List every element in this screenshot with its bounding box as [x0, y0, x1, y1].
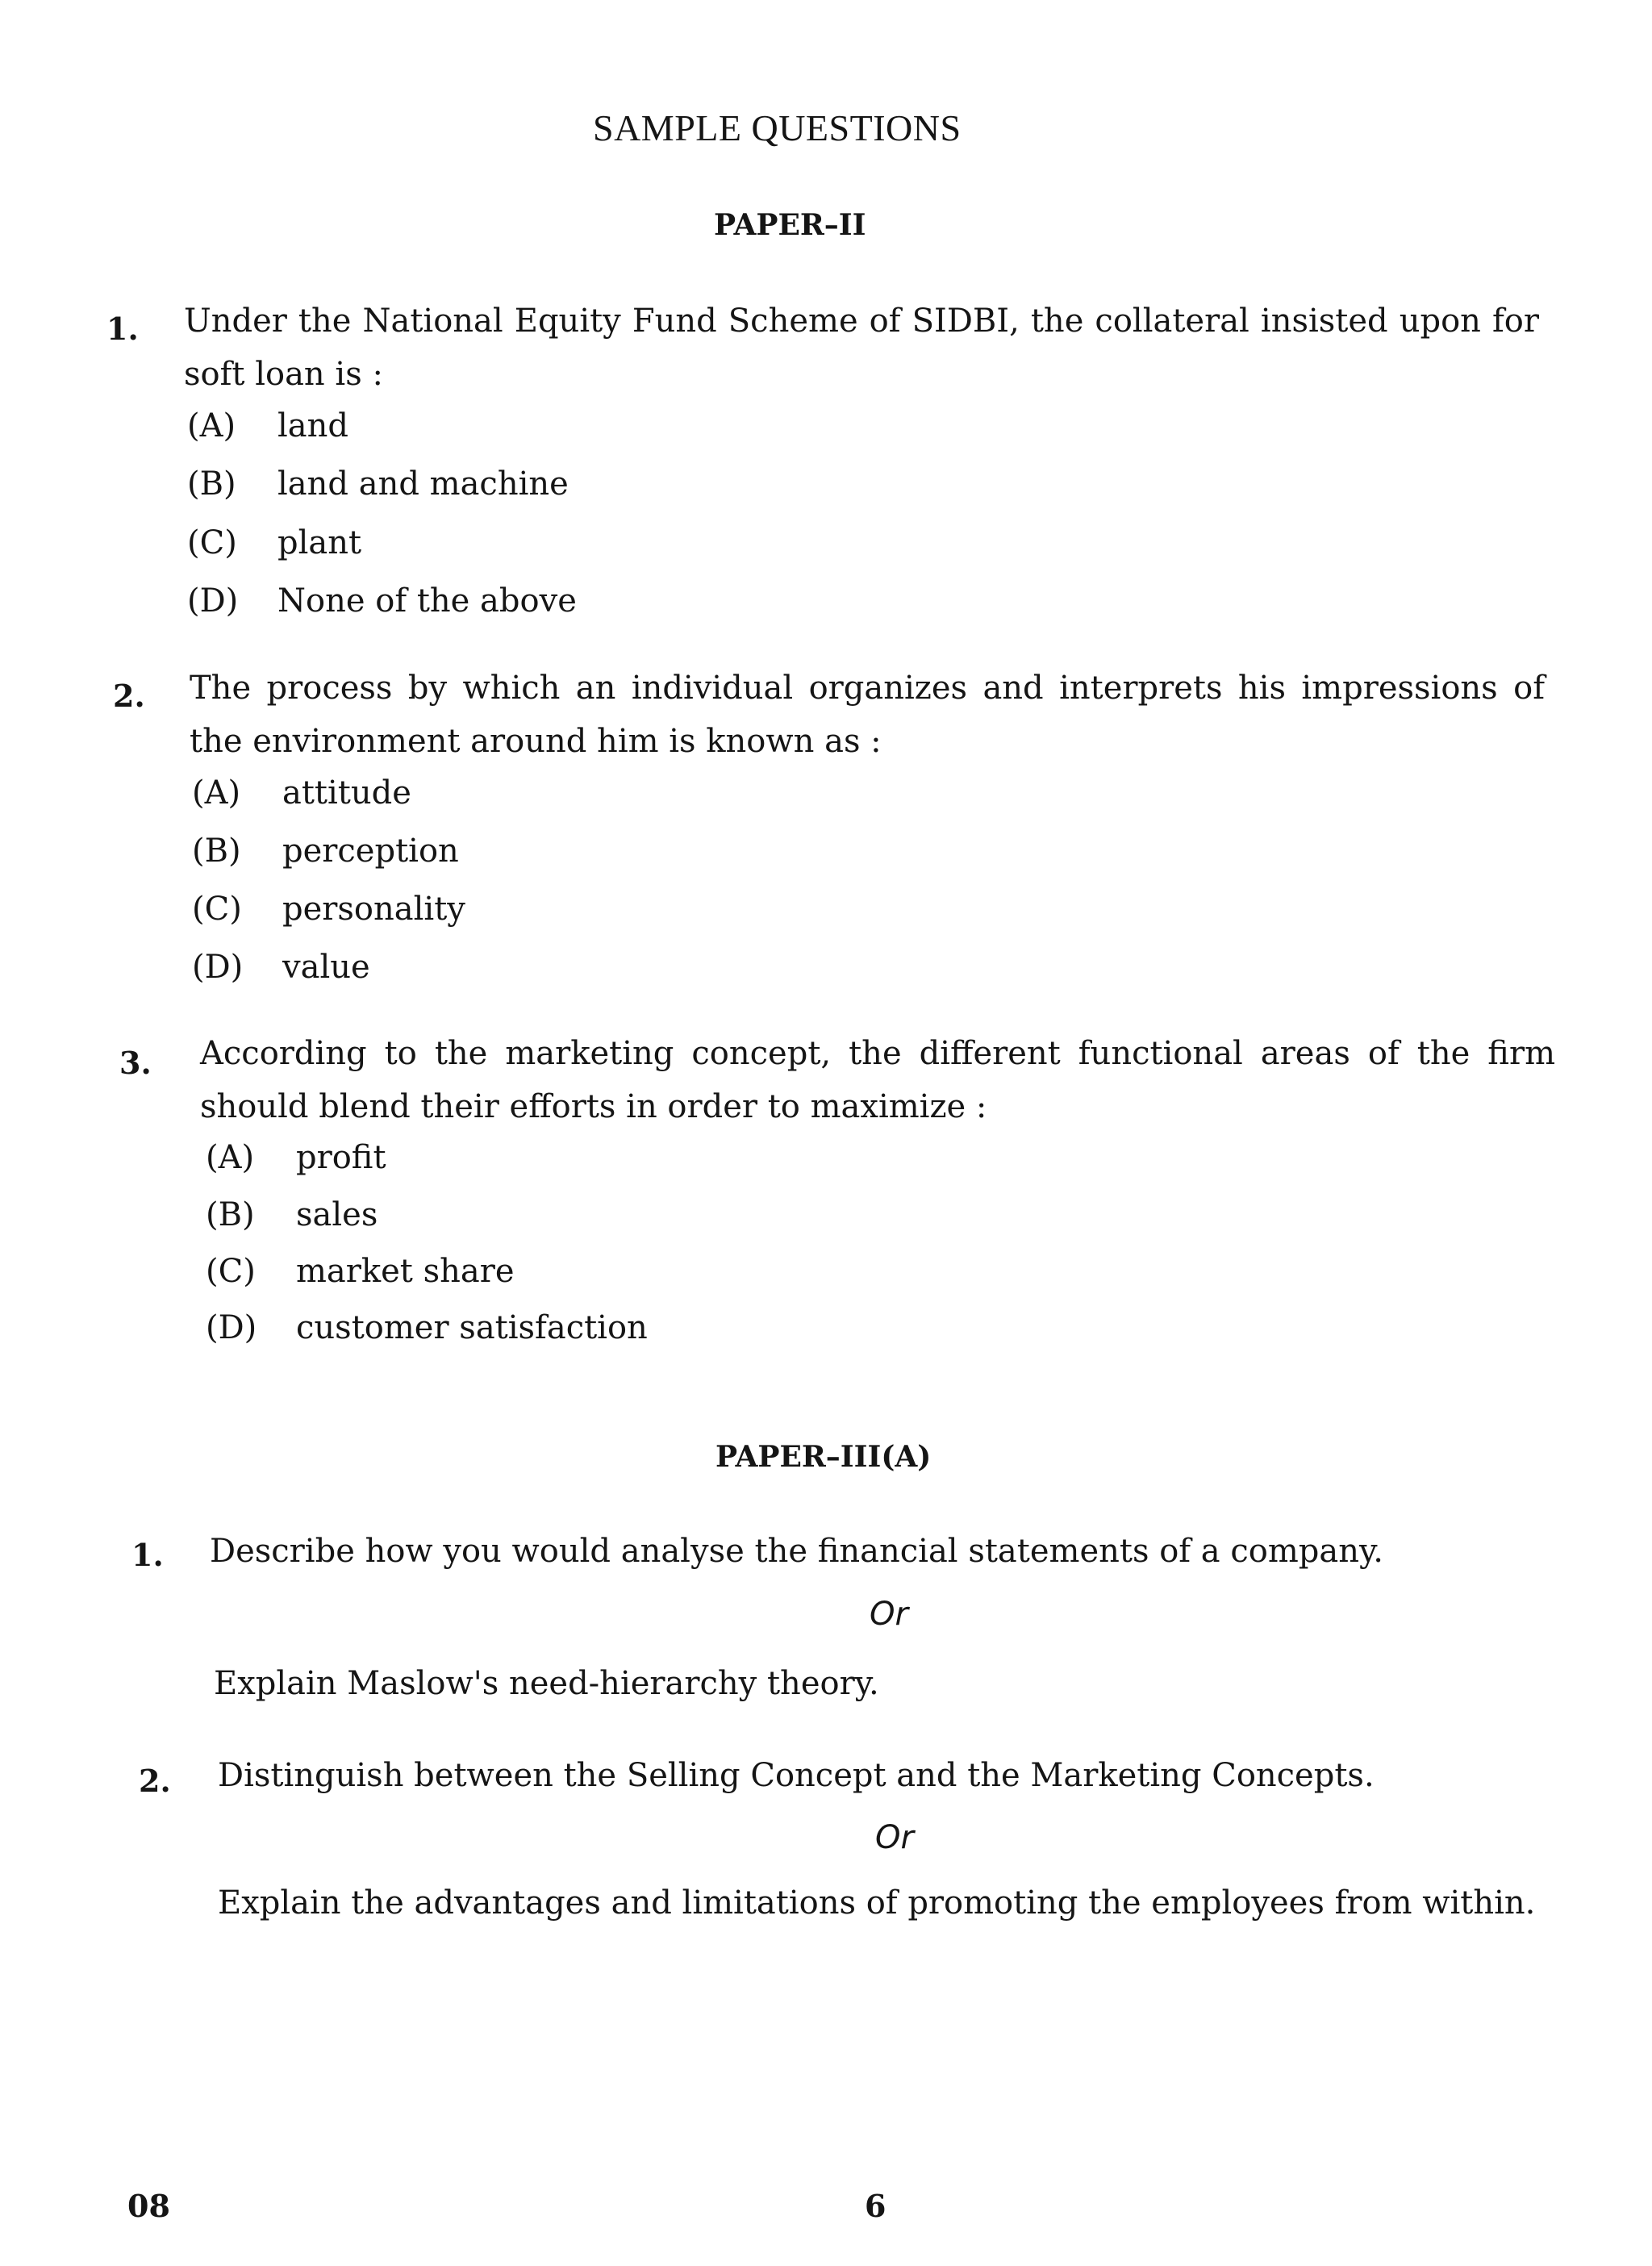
option: (D) None of the above [187, 582, 577, 620]
option: (C) personality [192, 891, 465, 928]
option: (C) market share [206, 1253, 515, 1290]
or-label: Or [875, 1819, 914, 1856]
option: (D) value [192, 949, 370, 986]
option: (B) land and machine [187, 465, 569, 503]
page-number: 6 [865, 2188, 886, 2224]
question-text: The process by which an individual organizes and interprets his impressions of the environment around him is known as : [190, 670, 1545, 760]
option: (B) sales [206, 1196, 378, 1233]
option: (B) perception [192, 833, 459, 870]
paper-ii-heading: PAPER–II [714, 208, 866, 242]
alternative-question-text: Explain Maslow's need-hierarchy theory. [214, 1665, 879, 1702]
option: (D) customer satisfaction [206, 1309, 648, 1346]
question-number: 2. [139, 1763, 171, 1799]
question-number: 1. [106, 311, 139, 347]
page-title: SAMPLE QUESTIONS [593, 107, 962, 148]
question-number: 1. [131, 1537, 164, 1573]
question-number: 2. [113, 678, 145, 714]
question-text: Describe how you would analyse the financial statements of a company. [210, 1533, 1383, 1570]
booklet-code: 08 [127, 2188, 170, 2224]
alternative-question-text: Explain the advantages and limitations of promoting the employees from within. [218, 1884, 1536, 1922]
option: (A) land [187, 407, 349, 444]
question-text: Under the National Equity Fund Scheme of SIDBI, the collateral insisted upon for soft loan is : [184, 303, 1539, 393]
paper-iii-a-heading: PAPER–III(A) [715, 1440, 932, 1474]
question-number: 3. [119, 1045, 152, 1081]
or-label: Or [870, 1596, 908, 1633]
option: (C) plant [187, 524, 362, 561]
option: (A) profit [206, 1139, 386, 1176]
question-text: According to the marketing concept, the different functional areas of the firm should blend their efforts in order to maximize : [200, 1035, 1555, 1125]
option: (A) attitude [192, 774, 411, 812]
question-text: Distinguish between the Selling Concept and the Marketing Concepts. [218, 1757, 1375, 1794]
